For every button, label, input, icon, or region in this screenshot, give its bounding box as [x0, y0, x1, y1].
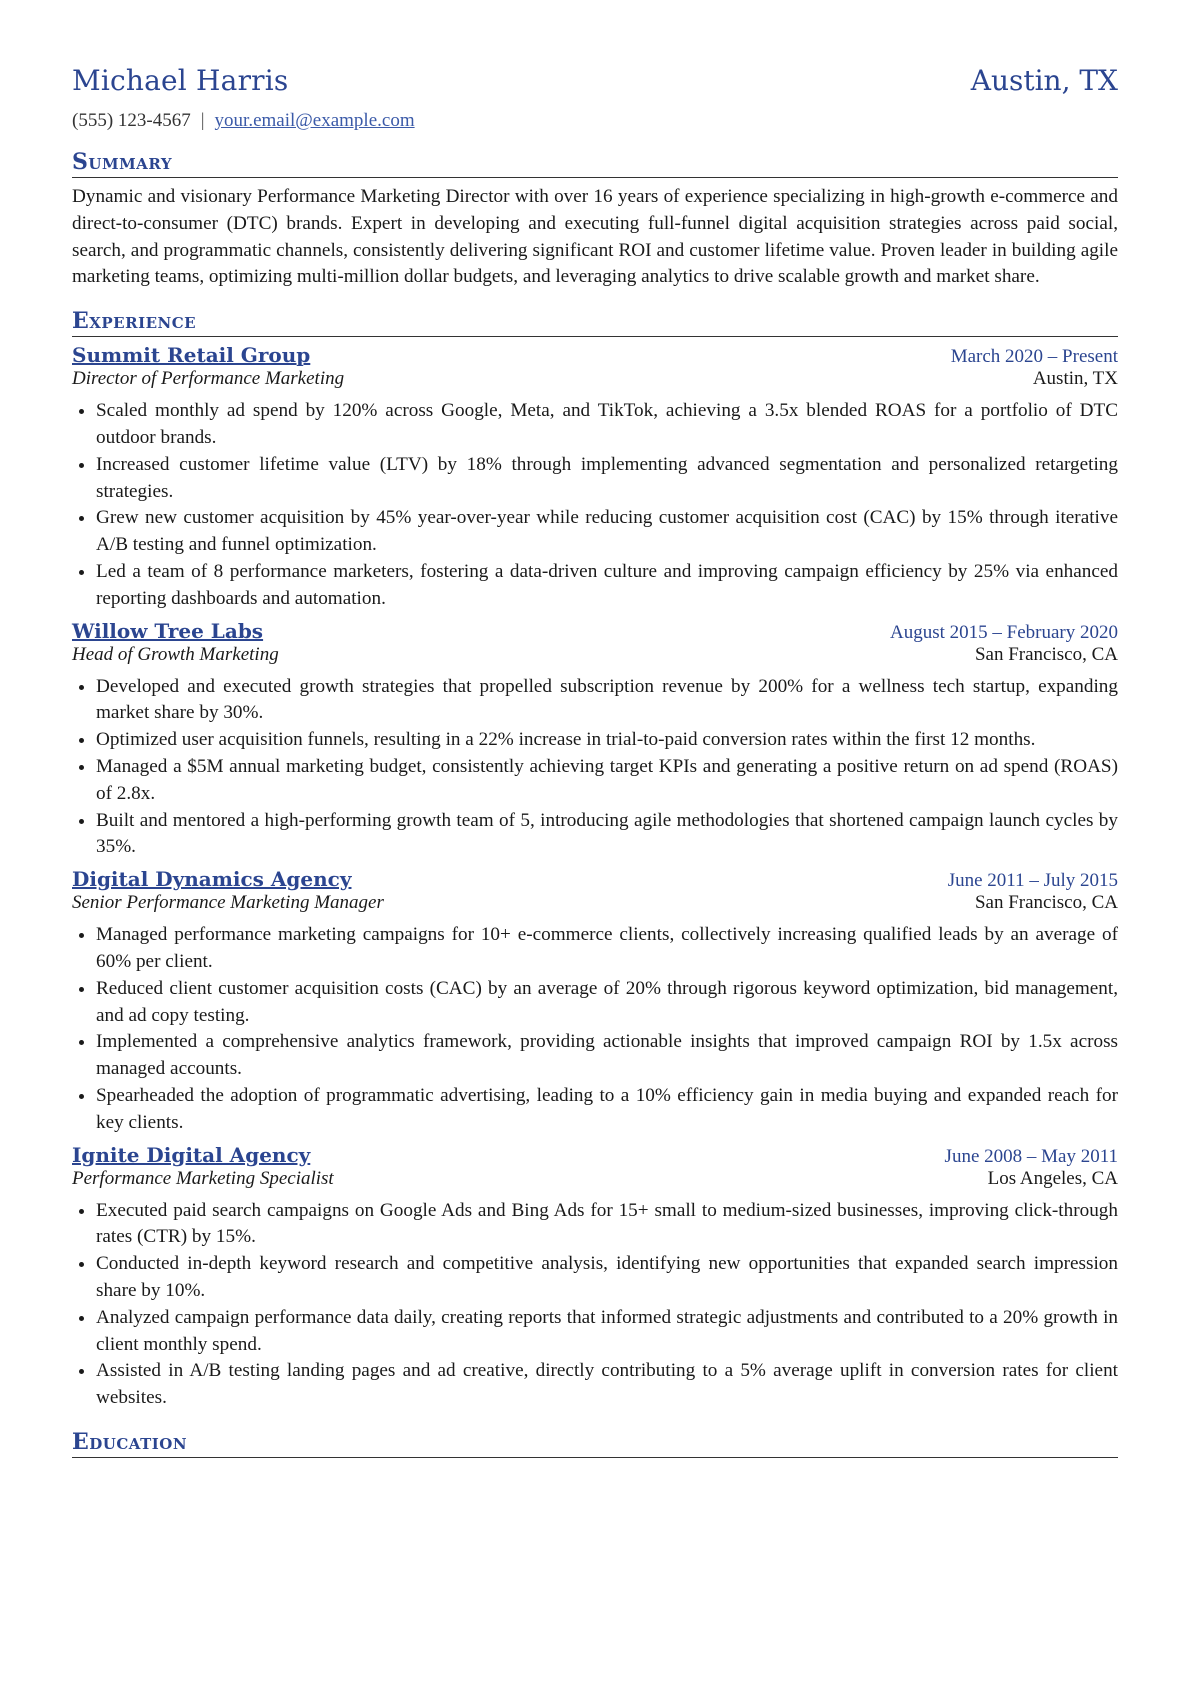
candidate-location: Austin, TX: [970, 64, 1118, 97]
bullet-item: • Increased customer lifetime value (LTV) by 18% through implementing advanced segmentation and personalized retargeting strategies.: [96, 452, 1118, 506]
bullet-item: • Conducted in-depth keyword research and competitive analysis, identifying new opportunities that expanded search impression share by 10%.: [96, 1251, 1118, 1305]
experience-list: [72, 343, 1118, 1412]
bullet-item: • Implemented a comprehensive analytics framework, providing actionable insights that improved campaign ROI by 1.5x across managed accounts.: [96, 1029, 1118, 1083]
company-link[interactable]: Ignite Digital Agency: [72, 1142, 311, 1167]
company-link[interactable]: Summit Retail Group: [72, 343, 311, 368]
bullet-item: • Developed and executed growth strategies that propelled subscription revenue by 200% for a wellness tech startup, expanding market share by 30%.: [96, 674, 1118, 728]
job-location: Los Angeles, CA: [987, 1167, 1118, 1189]
job-bullets: [72, 1198, 1118, 1412]
bullet-item: • Grew new customer acquisition by 45% year-over-year while reducing customer acquisition cost (CAC) by 15% through iterative A/B testing and funnel optimization.: [96, 505, 1118, 559]
bullet-item: • Reduced client customer acquisition costs (CAC) by an average of 20% through rigorous keyword optimization, bid management, and ad copy testing.: [96, 976, 1118, 1030]
job-location: Austin, TX: [1032, 368, 1118, 390]
job-role: Director of Performance Marketing: [72, 368, 345, 390]
job-entry: [72, 343, 1118, 612]
job-bullets: [72, 674, 1118, 862]
bullet-item: • Built and mentored a high-performing growth team of 5, introducing agile methodologies that shortened campaign launch cycles by 35%.: [96, 808, 1118, 862]
bullet-item: • Optimized user acquisition funnels, resulting in a 22% increase in trial-to-paid conversion rates within the first 12 months.: [96, 727, 1118, 754]
job-dates: March 2020 – Present: [950, 346, 1118, 368]
job-dates: August 2015 – February 2020: [890, 621, 1118, 643]
summary-text: Dynamic and visionary Performance Marketing Director with over 16 years of experience specializing in high-growth e-commerce and direct-to-consumer (DTC) brands. Expert in developing and executing full-funnel digital acquisition strategies across paid social, search, and programmatic channels, consistently delivering significant ROI and customer lifetime value. Proven leader in building agile marketing teams, optimizing multi-million dollar budgets, and leveraging analytics to drive scalable growth and market share.: [72, 186, 1118, 288]
company-link[interactable]: Willow Tree Labs: [72, 618, 264, 643]
phone-number: (555) 123-4567: [72, 110, 191, 131]
job-role: Performance Marketing Specialist: [72, 1167, 334, 1189]
bullet-item: • Spearheaded the adoption of programmatic advertising, leading to a 10% efficiency gain in media buying and expanded reach for key clients.: [96, 1083, 1118, 1137]
job-role: Head of Growth Marketing: [72, 643, 279, 665]
bullet-item: • Scaled monthly ad spend by 120% across Google, Meta, and TikTok, achieving a 3.5x blended ROAS for a portfolio of DTC outdoor brands.: [96, 398, 1118, 452]
job-entry: [72, 1143, 1118, 1412]
bullet-item: • Managed a $5M annual marketing budget, consistently achieving target KPIs and generating a positive return on ad spend (ROAS) of 2.8x.: [96, 754, 1118, 808]
contact-separator: |: [200, 110, 205, 131]
bullet-item: • Assisted in A/B testing landing pages and ad creative, directly contributing to a 5% average uplift in conversion rates for client websites.: [96, 1358, 1118, 1412]
email-link[interactable]: your.email@example.com: [214, 110, 415, 131]
education-section-title: Education: [72, 1428, 1118, 1458]
summary-section-title: Summary: [72, 148, 1118, 178]
job-dates: June 2008 – May 2011: [944, 1145, 1118, 1167]
job-dates: June 2011 – July 2015: [947, 870, 1118, 892]
company-link[interactable]: Digital Dynamics Agency: [72, 867, 352, 892]
job-location: San Francisco, CA: [974, 892, 1118, 914]
job-bullets: [72, 922, 1118, 1136]
job-role: Senior Performance Marketing Manager: [72, 892, 384, 914]
job-location: San Francisco, CA: [974, 643, 1118, 665]
bullet-item: • Led a team of 8 performance marketers, fostering a data-driven culture and improving campaign efficiency by 25% via enhanced reporting dashboards and automation.: [96, 559, 1118, 613]
bullet-item: • Analyzed campaign performance data daily, creating reports that informed strategic adjustments and contributed to a 20% growth in client monthly spend.: [96, 1305, 1118, 1359]
experience-section-title: Experience: [72, 307, 1118, 337]
contact-line: [72, 110, 1118, 132]
job-entry: [72, 619, 1118, 862]
header: [72, 64, 1118, 104]
candidate-name: Michael Harris: [72, 64, 289, 97]
job-entry: [72, 867, 1118, 1136]
bullet-item: • Managed performance marketing campaigns for 10+ e-commerce clients, collectively increasing qualified leads by an average of 60% per client.: [96, 922, 1118, 976]
bullet-item: • Executed paid search campaigns on Google Ads and Bing Ads for 15+ small to medium-sized businesses, improving click-through rates (CTR) by 15%.: [96, 1198, 1118, 1252]
job-bullets: [72, 398, 1118, 612]
